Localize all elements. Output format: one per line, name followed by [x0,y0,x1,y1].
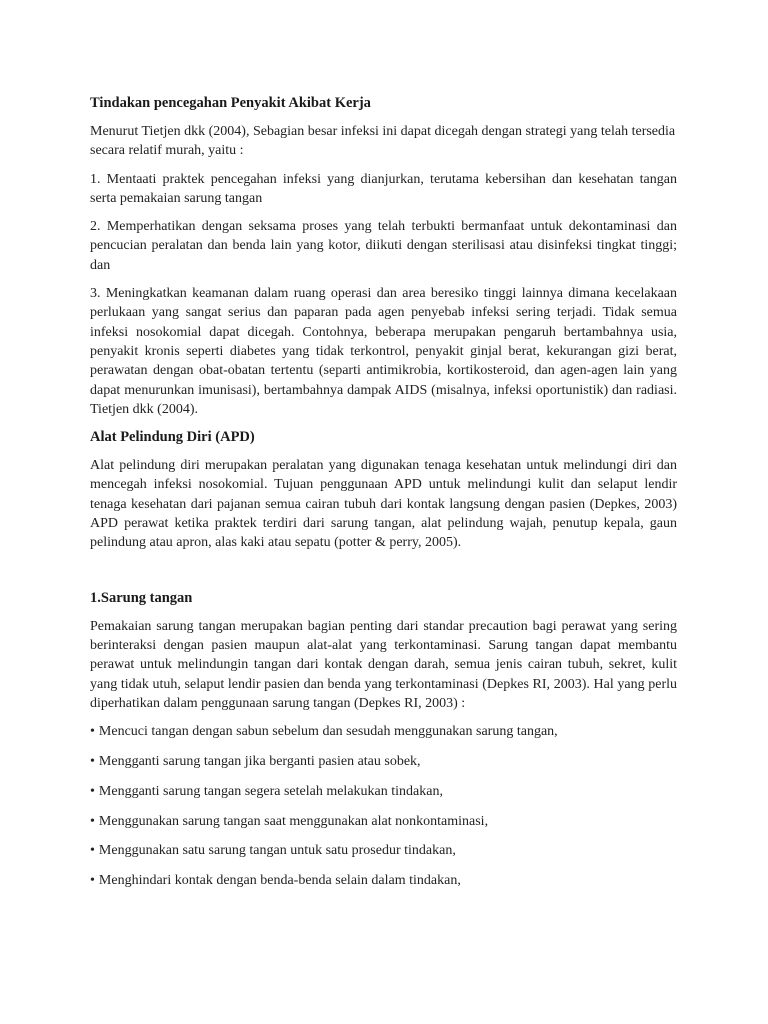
list-item-text: Menghindari kontak dengan benda-benda selain dalam tindakan, [98,873,461,889]
blank-line [90,562,677,589]
list-item-text: Mencuci tangan dengan sabun sebelum dan sesudah menggunakan sarung tangan, [98,724,558,740]
list-item [90,841,677,860]
paragraph-intro: Menurut Tietjen dkk (2004), Sebagian besar infeksi ini dapat dicegah dengan strategi yang telah tersedia secara relatif murah, yaitu : [90,124,676,159]
section-heading-sarung-tangan: 1.Sarung tangan [90,589,193,606]
paragraph-sarung-tangan: Pemakaian sarung tangan merupakan bagian penting dari standar precaution bagi perawat yang sering berinteraksi dengan pasien maupun alat-alat yang terkontaminasi. Sarung tangan dapat membantu perawat untuk melindungin tangan dari kontak dengan darah, semua jenis cairan tubuh, sekret, kulit yang tidak utuh, selaput lendir pasien dan benda yang terkontaminasi (Depkes RI, 2003). Hal yang perlu diperhatikan dalam penggunaan sarung tangan (Depkes RI, 2003) : [90,618,677,711]
section-heading-apd: Alat Pelindung Diri (APD) [90,429,255,446]
bullet-icon: • [90,753,95,769]
list-item [90,812,677,831]
list-item [90,752,677,771]
bullet-list [90,722,677,890]
list-item-text: Mengganti sarung tangan jika berganti pasien atau sobek, [98,753,421,769]
numbered-point-1: 1. Mentaati praktek pencegahan infeksi yang dianjurkan, terutama kebersihan dan kesehatan tangan serta pemakaian sarung tangan [90,171,677,206]
paragraph-apd: Alat pelindung diri merupakan peralatan yang digunakan tenaga kesehatan untuk melindungi diri dan mencegah infeksi nosokomial. Tujuan penggunaan APD untuk melindungi kulit dan selaput lendir tenaga kesehatan dari pajanan semua cairan tubuh dari kontak langsung dengan pasien (Depkes, 2003) APD perawat ketika praktek terdiri dari sarung tangan, alat pelindung wajah, penutup kepala, gaun pelindung atau apron, alas kaki atau sepatu (potter & perry, 2005). [90,458,677,551]
list-item [90,722,677,741]
list-item [90,782,677,801]
list-item [90,871,677,890]
section-heading-pencegahan: Tindakan pencegahan Penyakit Akibat Kerja [90,95,371,111]
bullet-icon: • [90,843,95,859]
list-item-text: Menggunakan satu sarung tangan untuk satu prosedur tindakan, [98,843,456,859]
numbered-point-3: 3. Meningkatkan keamanan dalam ruang operasi dan area beresiko tinggi lainnya dimana kecelakaan perlukaan yang sangat serius dan paparan pada agen penyebab infeksi sering terjadi. Tidak semua infeksi nosokomial dapat dicegah. Contohnya, beberapa merupakan pengaruh bertambahnya usia, penyakit kronis seperti diabetes yang tidak terkontrol, penyakit ginjal berat, kekurangan gizi berat, perawatan dengan obat-obatan tertentu (separti antimikrobia, kortikosteroid, dan agen-agen lain yang dapat menurunkan imunisasi), bertambahnya dampak AIDS (misalnya, infeksi oportunistik) dan radiasi. Tietjen dkk (2004). [90,286,677,417]
bullet-icon: • [90,873,95,889]
bullet-icon: • [90,724,95,740]
list-item-text: Menggunakan sarung tangan saat menggunakan alat nonkontaminasi, [98,813,489,829]
numbered-point-2: 2. Memperhatikan dengan seksama proses yang telah terbukti bermanfaat untuk dekontaminasi dan pencucian peralatan dan benda lain yang kotor, diikuti dengan sterilisasi atau disinfeksi tingkat tinggi; dan [90,219,677,273]
bullet-icon: • [90,813,95,829]
document-page [90,94,677,901]
bullet-icon: • [90,783,95,799]
list-item-text: Mengganti sarung tangan segera setelah melakukan tindakan, [98,783,443,799]
